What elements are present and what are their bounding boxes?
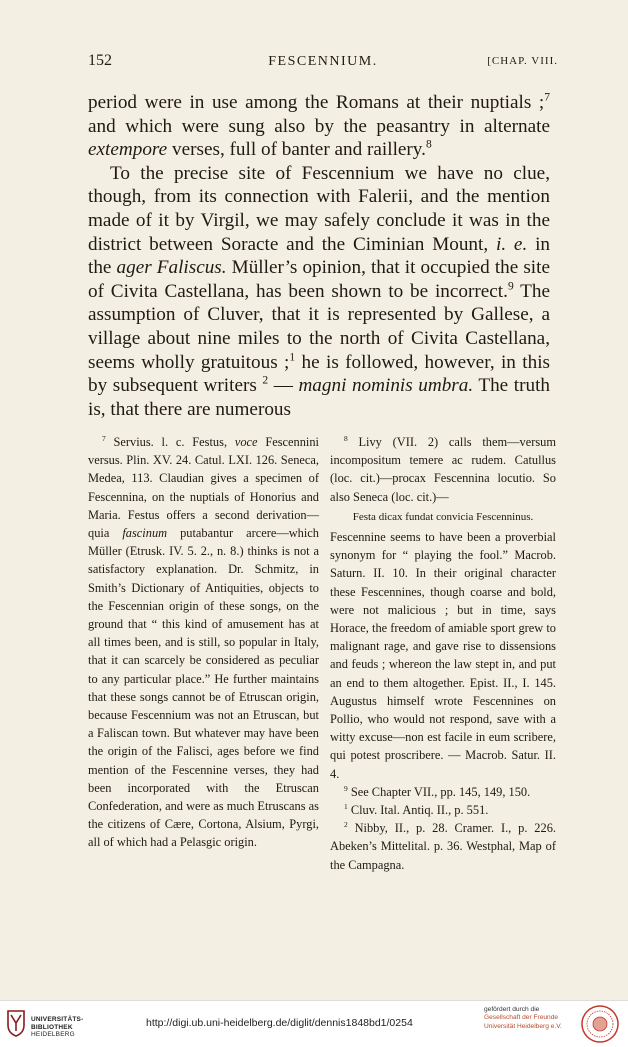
footnote-marker: 8	[344, 433, 348, 443]
library-name: UNIVERSITÄTS- BIBLIOTHEK HEIDELBERG	[31, 1016, 84, 1038]
text-run: Festa dicax fundat convicia Fescenninus.	[352, 510, 534, 523]
footnote	[330, 801, 556, 819]
text-run: he is followed, however, in this by subsequent writers	[88, 351, 550, 397]
heidelberg-shield-icon	[6, 1009, 26, 1037]
footnotes-right-column	[330, 433, 556, 874]
text-run: i. e.	[495, 233, 528, 255]
footnote-marker: 1	[344, 801, 348, 811]
permalink-url[interactable]: http://digi.ub.uni-heidelberg.de/diglit/dennis1848bd1/0254	[146, 1017, 413, 1029]
text-run: See Chapter VII., pp. 145, 149, 150.	[347, 784, 531, 799]
page-number: 152	[88, 52, 112, 69]
text-run: Livy (VII. 2) calls them—versum incompositum temere ac rudem. Catullus (loc. cit.)—procax Fescennina locutio. So also Seneca (loc. cit.)—	[330, 435, 556, 504]
text-run: extempore	[88, 139, 168, 161]
text-run: Fescennine seems to have been a proverbial synonym for “ playing the fool.” Macrob. Saturn. II. 10. In their original character these Fescennines, though coarse and bold, were not malicious ; but in time, says Horace, the freedom of amiable sport grew to malignant rage, and gave rise to dissensions and feuds ; whereon the law stept in, and put an end to them altogether. Epist. II., I. 145. Augustus himself wrote Fescennines on Pollio, who would not respond, save with a witty excuse—non est facile in eum scribere, qui potest proscribere. — Macrob. Satur. II. 4.	[330, 530, 556, 781]
text-run: Servius. l. c. Festus,	[105, 435, 235, 449]
chapter-label: [CHAP. VIII.	[487, 55, 558, 67]
footnote-marker: 8	[425, 138, 432, 151]
footnote-marker: 2	[344, 820, 348, 830]
footnote-marker: 9	[507, 280, 514, 293]
footnote	[330, 528, 556, 783]
text-run: fascinum	[122, 526, 168, 541]
running-header	[88, 52, 558, 76]
body-paragraph	[88, 162, 550, 422]
text-run: —	[268, 375, 299, 397]
library-logo[interactable]	[6, 1007, 90, 1041]
footnote-marker: 1	[289, 351, 296, 364]
footnote	[330, 508, 556, 526]
footnote-marker: 9	[344, 783, 348, 793]
text-run: Fescennini versus. Plin. XV. 24. Catul. LXI. 126. Seneca, Medea, 113. Claudian gives a specimen of Fescennina, on the nuptials of Honorius and Maria. Festus offers a second derivation—quia	[88, 435, 319, 541]
sponsor-org-line-1: Gesellschaft der Freunde	[484, 1014, 559, 1022]
text-run: To the precise site of Fescennium we have no clue, though, from its connection with Falerii, and the mention made of it by Virgil, we may safely conclude it was in the district between Soracte and the Ciminian Mount,	[88, 162, 550, 255]
university-seal-icon	[580, 1004, 620, 1044]
text-run: and which were sung also by the peasantry in alternate	[88, 115, 550, 137]
text-run: ager Faliscus.	[116, 257, 227, 279]
footnote	[88, 433, 319, 852]
text-run: Cluv. Ital. Antiq. II., p. 551.	[347, 803, 489, 818]
text-run: magni nominis umbra.	[298, 375, 474, 397]
sponsor-by: gefördert durch die	[484, 1006, 540, 1013]
text-run: in the	[88, 233, 550, 279]
sponsor-credit[interactable]	[484, 1006, 576, 1031]
sponsor-org-line-2: Universität Heidelberg e.V.	[484, 1022, 562, 1030]
footnote	[330, 783, 556, 801]
text-run: voce	[234, 435, 258, 449]
text-run: putabantur arcere—which Müller (Etrusk. IV. 5. 2., n. 8.) thinks is not a satisfactory explanation. Dr. Schmitz, in Smith’s Dictionary of Antiquities, objects to the Fescennian origin of these songs, on the ground that “ this kind of amusement has at all times been, and is still, so popular in Italy, that it can scarcely be considered as peculiar to any particular place.” He further maintains that these songs cannot be of Etruscan origin, because Fescennium was not an Etruscan, but a Faliscan town. But whatever may have been the origin of the Falisci, ages before we find mention of the Fescennine verses, they had been incorporated with the Etruscan Confederation, and were as much Etruscans as the citizens of Cære, Cortona, Alsium, Pyrgi, all of which had a Pelasgic origin.	[88, 526, 320, 850]
running-title: FESCENNIUM.	[268, 54, 378, 69]
footnotes-left-column	[88, 433, 319, 852]
footnote-marker: 2	[262, 374, 269, 387]
main-text	[88, 91, 550, 421]
text-run: verses, full of banter and raillery.	[167, 139, 426, 161]
footnote-marker: 7	[102, 433, 106, 443]
footnote	[330, 433, 556, 506]
footnote-marker: 7	[544, 91, 550, 104]
text-run: Müller’s opinion, that it occupied the site of Civita Castellana, has been shown to be incorrect.	[88, 257, 550, 302]
text-run: The truth is, that there are numerous	[88, 375, 550, 420]
text-run: period were in use among the Romans at their nuptials ;	[88, 92, 545, 113]
viewer-footer	[0, 1000, 628, 1047]
footnote	[330, 819, 556, 874]
text-run: The assumption of Cluver, that it is represented by Gallese, a village about nine miles to the north of Civita Castellana, seems wholly gratuitous ;	[88, 280, 551, 373]
text-run: Nibby, II., p. 28. Cramer. I., p. 226. Abeken’s Mittelital. p. 36. Westphal, Map of the Campagna.	[330, 821, 556, 872]
body-paragraph	[88, 91, 550, 162]
